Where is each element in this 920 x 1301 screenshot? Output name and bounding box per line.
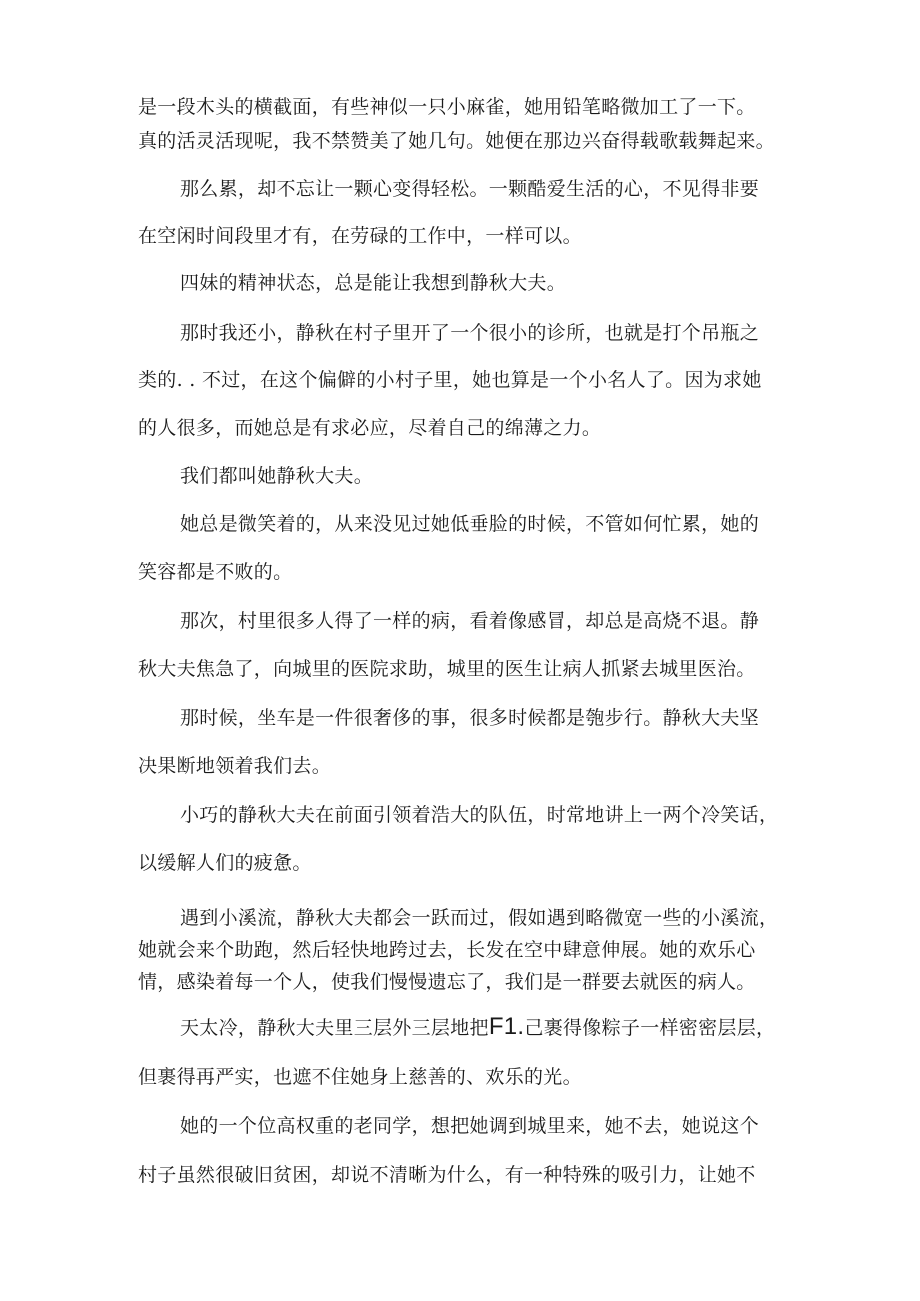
text-line: 那次，村里很多人得了一样的病，看着像感冒，却总是高烧不退。静: [180, 610, 760, 632]
text-line: 她总是微笑着的，从来没见过她低垂脸的时候，不管如何忙累，她的: [180, 513, 760, 535]
text-line: 她的一个位高权重的老同学，想把她调到城里来，她不去，她说这个: [180, 1115, 760, 1137]
text-fragment: 天太冷，静秋大夫里三层外三层地把: [180, 1017, 489, 1039]
text-line: 决果断地领着我们去。: [138, 755, 332, 777]
text-line: 那么累，却不忘让一颗心变得轻松。一颗酷爱生活的心，不见得非要: [180, 178, 760, 200]
text-line: 以缓解人们的疲惫。: [138, 852, 312, 874]
text-line: 村子虽然很破旧贫困，却说不清晰为什么，有一种特殊的吸引力，让她不: [138, 1164, 756, 1186]
text-line: 但裹得再严实，也遮不住她身上慈善的、欢乐的光。: [138, 1066, 582, 1088]
text-line: [180, 1013, 775, 1041]
text-line: 在空闲时间段里才有，在劳碌的工作中，一样可以。: [138, 225, 582, 247]
text-line: 秋大夫焦急了，向城里的医院求助，城里的医生让病人抓紧去城里医治。: [138, 658, 756, 680]
text-line: 类的. . 不过，在这个偏僻的小村子里，她也算是一个小名人了。因为求她: [138, 369, 762, 391]
text-line: 情，感染着每一个人，使我们慢慢遗忘了，我们是一群要去就医的病人。: [138, 971, 756, 993]
text-line: 四妹的精神状态，总是能让我想到静秋大夫。: [180, 272, 567, 294]
text-line: 真的活灵活现呢，我不禁赞美了她几句。她便在那边兴奋得载歌载舞起来。: [138, 130, 775, 152]
text-line: 小巧的静秋大夫在前面引领着浩大的队伍，时常地讲上一两个冷笑话，: [180, 804, 779, 826]
text-line: 的人很多，而她总是有求必应，尽着自己的绵薄之力。: [138, 417, 602, 439]
text-line: 是一段木头的横截面，有些神似一只小麻雀，她用铅笔略微加工了一下。: [138, 96, 756, 118]
text-line: 那时我还小，静秋在村子里开了一个很小的诊所，也就是打个吊瓶之: [180, 322, 760, 344]
text-line: 遇到小溪流，静秋大夫都会一跃而过，假如遇到略微宽一些的小溪流，: [180, 907, 779, 929]
text-line: 她就会来个助跑，然后轻快地跨过去，长发在空中肆意伸展。她的欢乐心: [138, 939, 756, 961]
stray-mark: F1.: [488, 1013, 525, 1040]
text-line: 那时候，坐车是一件很奢侈的事，很多时候都是匏步行。静秋大夫坚: [180, 707, 760, 729]
text-fragment: 己裹得像粽子一样密密层层，: [524, 1017, 776, 1039]
text-line: 我们都叫她静秋大夫。: [180, 465, 374, 487]
text-line: 笑容都是不败的。: [138, 561, 293, 583]
